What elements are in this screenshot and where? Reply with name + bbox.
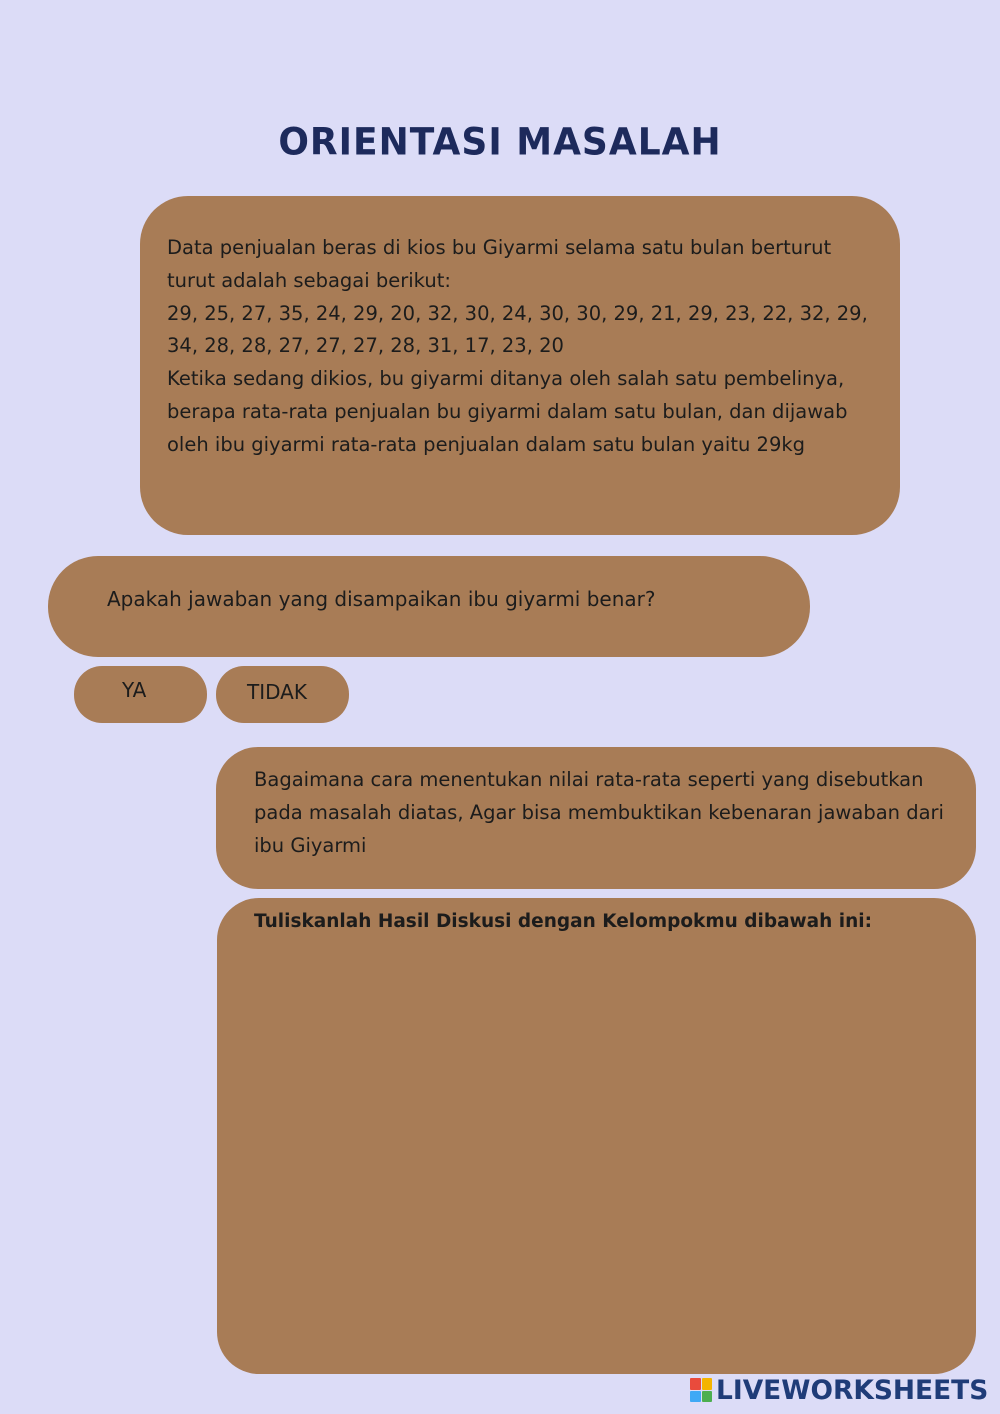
option-ya-label: YA [122, 678, 147, 702]
logo-square-yellow [702, 1378, 713, 1390]
option-tidak-label: TIDAK [247, 680, 307, 704]
method-prompt-text: Bagaimana cara menentukan nilai rata-rata seperti yang disebutkan pada masalah diatas, Agar bisa membuktikan kebenaran jawaban dari ibu Giyarmi [254, 768, 944, 857]
problem-intro: Data penjualan beras di kios bu Giyarmi selama satu bulan berturut turut adalah sebagai berikut: [167, 236, 832, 292]
method-prompt-box [216, 747, 976, 889]
question-text: Apakah jawaban yang disampaikan ibu giyarmi benar? [107, 587, 656, 611]
option-ya-button[interactable] [74, 666, 207, 723]
watermark-text: LIVEWORKSHEETS [716, 1374, 989, 1406]
option-tidak-button[interactable] [216, 666, 349, 723]
logo-square-green [702, 1391, 713, 1403]
discussion-answer-box [217, 898, 976, 1374]
answer-label: Tuliskanlah Hasil Diskusi dengan Kelompokmu dibawah ini: [254, 911, 872, 932]
liveworksheets-watermark [690, 1374, 994, 1406]
sales-data-list: 29, 25, 27, 35, 24, 29, 20, 32, 30, 24, 30, 30, 29, 21, 29, 23, 22, 32, 29, 34, 28, 28, 27, 27, 27, 28, 31, 17, 23, 20 [167, 301, 868, 358]
logo-square-blue [690, 1391, 701, 1403]
discussion-answer-field[interactable] [254, 948, 946, 1344]
problem-statement-box [140, 196, 900, 535]
question-box [48, 556, 810, 657]
page-title: ORIENTASI MASALAH [278, 120, 722, 165]
liveworksheets-logo-icon [690, 1378, 712, 1402]
problem-story: Ketika sedang dikios, bu giyarmi ditanya oleh salah satu pembelinya, berapa rata-rata penjualan bu giyarmi dalam satu bulan, dan dijawab oleh ibu giyarmi rata-rata penjualan dalam satu bulan yaitu 29kg [167, 367, 848, 456]
logo-square-red [690, 1378, 701, 1390]
